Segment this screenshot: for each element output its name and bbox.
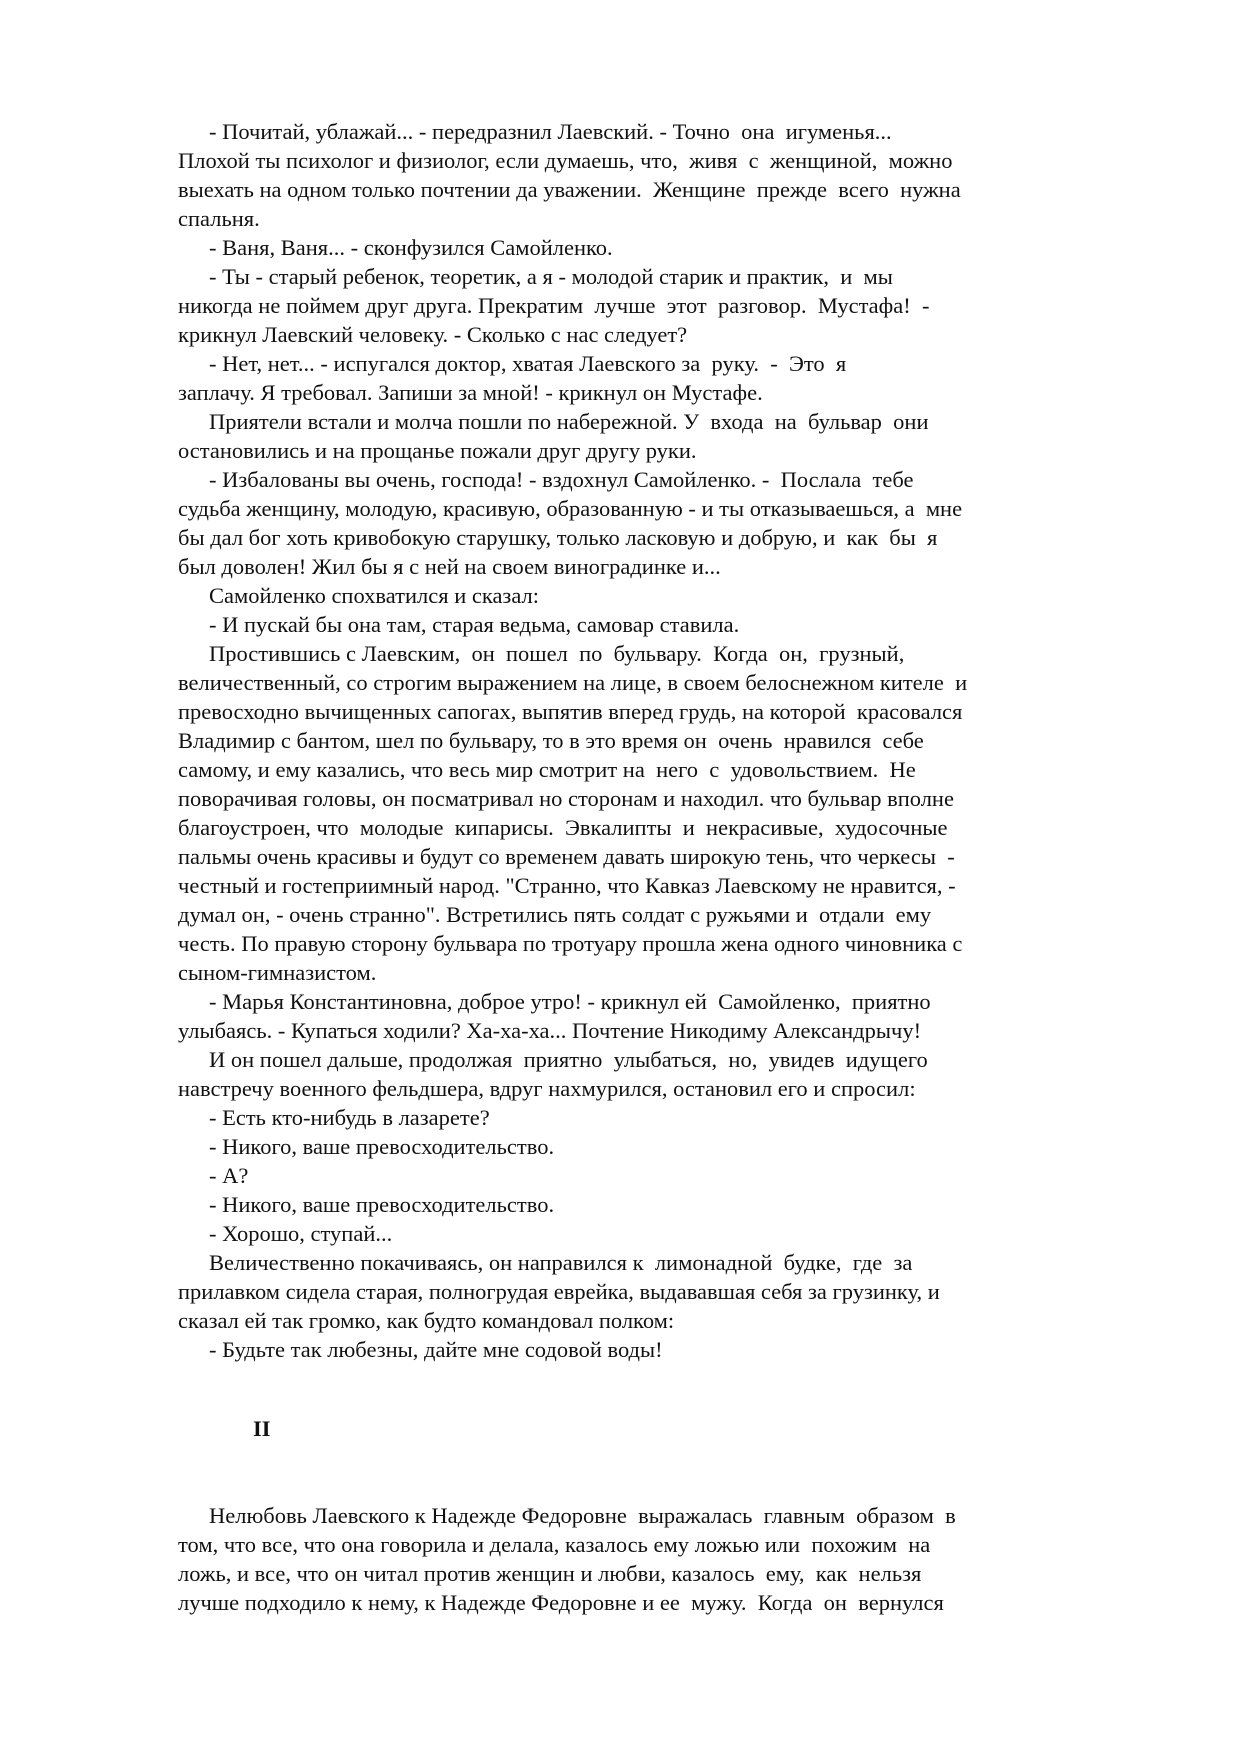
text-line: крикнул Лаевский человеку. - Сколько с нас следует? — [178, 322, 688, 347]
text-line: - Избалованы вы очень, господа! - вздохнул Самойленко. - Послала тебе — [209, 467, 914, 492]
text-line: - Никого, ваше превосходительство. — [209, 1192, 555, 1217]
text-line: том, что все, что она говорила и делала, казалось ему ложью или похожим на — [178, 1532, 931, 1557]
text-line: ложь, и все, что он читал против женщин и любви, казалось ему, как нельзя — [178, 1561, 922, 1586]
text-line: - И пускай бы она там, старая ведьма, самовар ставила. — [209, 612, 740, 637]
chapter-heading: II — [253, 1416, 271, 1441]
text-line: думал он, - очень странно". Встретились пять солдат с ружьями и отдали ему — [178, 902, 932, 927]
text-line: прилавком сидела старая, полногрудая еврейка, выдававшая себя за грузинку, и — [178, 1279, 940, 1304]
text-line: самому, и ему казались, что весь мир смотрит на него с удовольствием. Не — [178, 757, 916, 782]
text-line: - Есть кто-нибудь в лазарете? — [209, 1105, 490, 1130]
text-line: никогда не поймем друг друга. Прекратим лучше этот разговор. Мустафа! - — [178, 293, 930, 318]
text-line: Плохой ты психолог и физиолог, если думаешь, что, живя с женщиной, можно — [178, 148, 953, 173]
text-line: И он пошел дальше, продолжая приятно улыбаться, но, увидев идущего — [209, 1047, 928, 1072]
text-line: - Хорошо, ступай... — [209, 1221, 393, 1246]
text-line: лучше подходило к нему, к Надежде Федоровне и ее мужу. Когда он вернулся — [178, 1590, 944, 1615]
text-line: - Ты - старый ребенок, теоретик, а я - молодой старик и практик, и мы — [209, 264, 893, 289]
text-line: навстречу военного фельдшера, вдруг нахмурился, остановил его и спросил: — [178, 1076, 916, 1101]
text-line: сказал ей так громко, как будто командовал полком: — [178, 1308, 675, 1333]
text-line: спальня. — [178, 206, 260, 231]
text-line: превосходно вычищенных сапогах, выпятив вперед грудь, на которой красовался — [178, 699, 963, 724]
text-line: улыбаясь. - Купаться ходили? Ха-ха-ха... Почтение Никодиму Александрычу! — [178, 1018, 922, 1043]
text-block-bottom — [178, 1501, 1078, 1617]
text-line: - А? — [209, 1163, 249, 1188]
text-line: выехать на одном только почтении да уважении. Женщине прежде всего нужна — [178, 177, 961, 202]
text-line: Величественно покачиваясь, он направился к лимонадной будке, где за — [209, 1250, 913, 1275]
text-line: остановились и на прощанье пожали друг другу руки. — [178, 438, 697, 463]
text-block-top — [178, 117, 1078, 1364]
text-line: величественный, со строгим выражением на лице, в своем белоснежном кителе и — [178, 670, 968, 695]
text-line: Самойленко спохватился и сказал: — [209, 583, 539, 608]
text-line: - Почитай, ублажай... - передразнил Лаевский. - Точно она игуменья... — [209, 119, 892, 144]
text-line: - Марья Константиновна, доброе утро! - крикнул ей Самойленко, приятно — [209, 989, 931, 1014]
text-line: Простившись с Лаевским, он пошел по бульвару. Когда он, грузный, — [209, 641, 905, 666]
text-line: благоустроен, что молодые кипарисы. Эвкалипты и некрасивые, худосочные — [178, 815, 948, 840]
text-line: - Нет, нет... - испугался доктор, хватая Лаевского за руку. - Это я — [209, 351, 847, 376]
text-line: судьба женщину, молодую, красивую, образованную - и ты отказываешься, а мне — [178, 496, 963, 521]
text-line: - Ваня, Ваня... - сконфузился Самойленко. — [209, 235, 613, 260]
text-line: - Никого, ваше превосходительство. — [209, 1134, 555, 1159]
text-line: - Будьте так любезны, дайте мне содовой воды! — [209, 1337, 663, 1362]
text-line: Владимир с бантом, шел по бульвару, то в это время он очень нравился себе — [178, 728, 924, 753]
text-line: бы дал бог хоть кривобокую старушку, только ласковую и добрую, и как бы я — [178, 525, 938, 550]
text-line: сыном-гимназистом. — [178, 960, 377, 985]
text-line: был доволен! Жил бы я с ней на своем виноградинке и... — [178, 554, 721, 579]
text-line: поворачивая головы, он посматривал но сторонам и находил. что бульвар вполне — [178, 786, 954, 811]
text-line: честь. По правую сторону бульвара по тротуару прошла жена одного чиновника с — [178, 931, 963, 956]
text-line: заплачу. Я требовал. Запиши за мной! - крикнул он Мустафе. — [178, 380, 763, 405]
text-line: пальмы очень красивы и будут со временем давать широкую тень, что черкесы - — [178, 844, 955, 869]
text-line: Приятели встали и молча пошли по набережной. У входа на бульвар они — [209, 409, 929, 434]
text-line: честный и гостеприимный народ. "Странно, что Кавказ Лаевскому не нравится, - — [178, 873, 956, 898]
text-line: Нелюбовь Лаевского к Надежде Федоровне выражалась главным образом в — [209, 1503, 956, 1528]
